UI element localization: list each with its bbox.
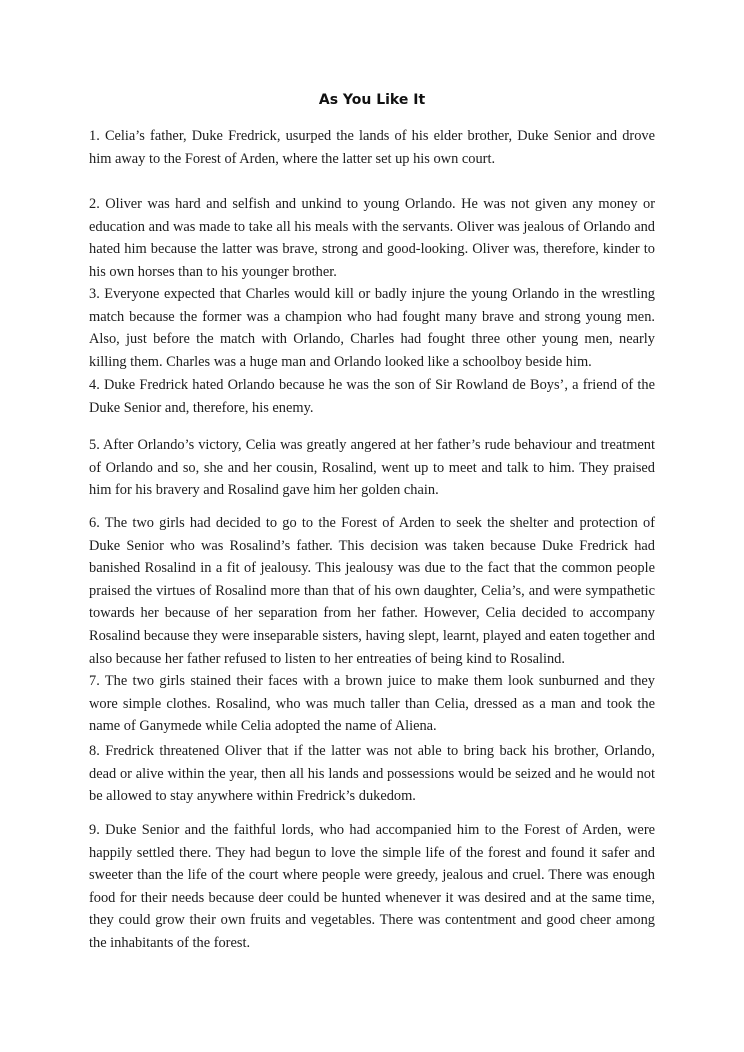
paragraph-9: 9. Duke Senior and the faithful lords, who had accompanied him to the Forest of Arden, were happily settled there. They had begun to love the simple life of the forest and found it safer and sweeter than the life of the court where people were greedy, jealous and cruel. There was enough food for their needs because deer could be hunted whenever it was desired and at the same time, they could grow their own fruits and vegetables. There was contentment and good cheer among the inhabitants of the forest. — [89, 822, 655, 951]
paragraph-6: 6. The two girls had decided to go to the Forest of Arden to seek the shelter and protection of Duke Senior who was Rosalind’s father. This decision was taken because Duke Fredrick had banished Rosalind in a fit of jealousy. This jealousy was due to the fact that the common people praised the virtues of Rosalind more than that of his own daughter, Celia’s, and were sympathetic towards her because of her separation from her father. However, Celia decided to accompany Rosalind because they were inseparable sisters, having slept, learnt, played and eaten together and also because her father refused to listen to her entreaties of being kind to Rosalind. — [89, 515, 655, 667]
paragraph-2: 2. Oliver was hard and selfish and unkind to young Orlando. He was not given any money or education and was made to take all his meals with the servants. Oliver was jealous of Orlando and hated him because the latter was brave, strong and good-looking. Oliver was, therefore, kinder to his own horses than to his younger brother. — [89, 196, 655, 280]
paragraph-5: 5. After Orlando’s victory, Celia was greatly angered at her father’s rude behaviour and treatment of Orlando and so, she and her cousin, Rosalind, went up to meet and talk to him. They praised him for his bravery and Rosalind gave him her golden chain. — [89, 437, 655, 499]
paragraph-1: 1. Celia’s father, Duke Fredrick, usurped the lands of his elder brother, Duke Senior and drove him away to the Forest of Arden, where the latter set up his own court. — [89, 128, 655, 167]
paragraph-3: 3. Everyone expected that Charles would kill or badly injure the young Orlando in the wrestling match because the former was a champion who had fought many brave and strong young men. Also, just before the match with Orlando, Charles had fought three other young men, nearly killing them. Charles was a huge man and Orlando looked like a schoolboy beside him. — [89, 286, 655, 370]
paragraph-4: 4. Duke Fredrick hated Orlando because he was the son of Sir Rowland de Boys’, a friend of the Duke Senior and, therefore, his enemy. — [89, 377, 655, 416]
paragraph-7: 7. The two girls stained their faces with a brown juice to make them look sunburned and they wore simple clothes. Rosalind, who was much taller than Celia, dressed as a man and took the name of Ganymede while Celia adopted the name of Aliena. — [89, 673, 655, 735]
paragraph-8: 8. Fredrick threatened Oliver that if the latter was not able to bring back his brother, Orlando, dead or alive within the year, then all his lands and possessions would be seized and he would not be allowed to stay anywhere within Fredrick’s dukedom. — [89, 743, 655, 805]
document-title: As You Like It — [318, 92, 426, 108]
